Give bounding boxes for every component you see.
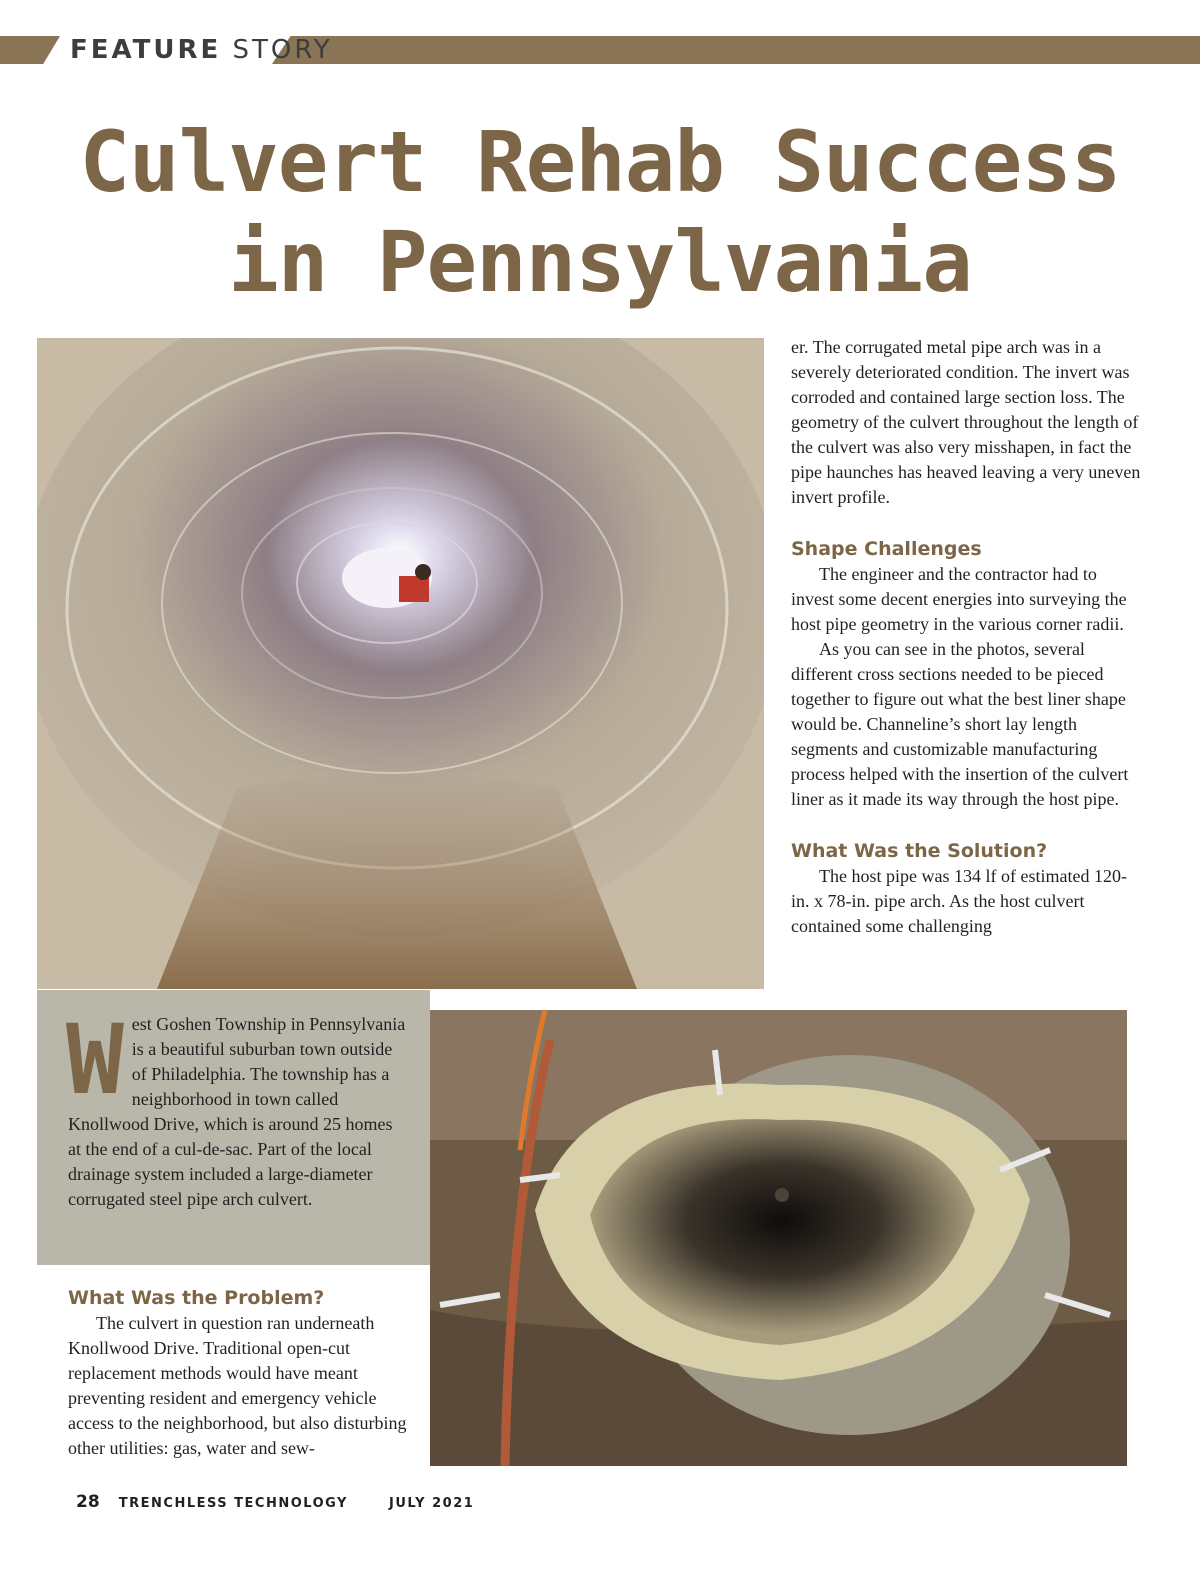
section-label xyxy=(70,34,333,66)
section-label-bold: FEATURE xyxy=(70,35,222,65)
problem-heading: What Was the Problem? xyxy=(68,1287,325,1309)
right-column xyxy=(791,335,1141,939)
shape-challenges-heading: Shape Challenges xyxy=(791,538,982,560)
issue-date: JULY 2021 xyxy=(389,1496,475,1511)
article-title: Culvert Rehab Success in Pennsylvania xyxy=(79,113,1121,311)
page-number: 28 xyxy=(76,1492,100,1512)
culvert-liner-end-photo xyxy=(430,1010,1127,1466)
intro-text xyxy=(66,1004,408,1212)
shape-paragraph-1: The engineer and the contractor had to invest some decent energies into surveying the host pipe geometry in the various corner radii. xyxy=(791,564,1127,634)
publication-name: TRENCHLESS TECHNOLOGY xyxy=(118,1496,348,1511)
solution-heading: What Was the Solution? xyxy=(791,840,1048,862)
problem-continued-paragraph: er. The corrugated metal pipe arch was in a severely deteriorated condition. The invert was corroded and contained large section loss. The geometry of the culvert throughout the length of the culvert was also very misshapen, in fact the pipe haunches has heaved leaving a very uneven invert profile. xyxy=(791,337,1141,507)
solution-paragraph-1: The host pipe was 134 lf of estimated 120-in. x 78-in. pipe arch. As the host culvert contained some challenging xyxy=(791,866,1127,936)
culvert-interior-photo xyxy=(37,338,764,989)
section-label-light: STORY xyxy=(232,35,333,65)
problem-paragraph-1: The culvert in question ran underneath Knollwood Drive. Traditional open-cut replacement methods would have meant preventing resident and emergency vehicle access to the neighborhood, but also disturbing other utilities: gas, water and sew- xyxy=(68,1313,407,1458)
shape-paragraph-2: As you can see in the photos, several different cross sections needed to be pieced together to figure out what the best liner shape would be. Channeline’s short lay length segments and customizable manufacturing process helped with the insertion of the culvert liner as it made its way through the host pipe. xyxy=(791,639,1129,809)
page-footer xyxy=(76,1490,474,1514)
intro-paragraph: est Goshen Township in Pennsylvania is a beautiful suburban town outside of Philadelphia. The township has a neighborhood in town called Knollwood Drive, which is around 25 homes at the end of a cul-de-sac. Part of the local drainage system included a large-diameter corrugated steel pipe arch culvert. xyxy=(68,1014,406,1209)
drop-cap: W xyxy=(66,1004,124,1116)
left-column-bottom xyxy=(68,1285,413,1461)
header-banner-right xyxy=(272,36,1200,64)
header-banner-left xyxy=(0,36,60,64)
